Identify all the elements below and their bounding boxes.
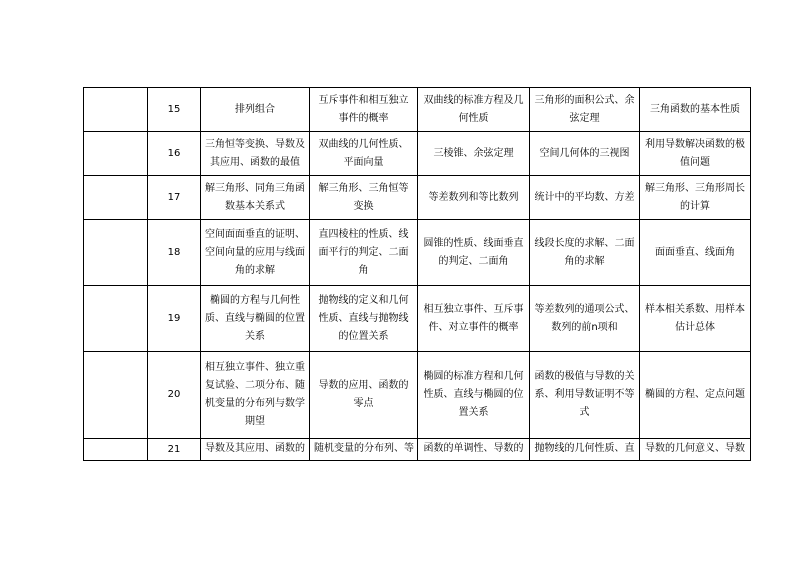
topic-cell: 导数的几何意义、导数 [640, 439, 751, 461]
topic-cell: 三角函数的基本性质 [640, 88, 751, 132]
topic-cell: 三棱锥、余弦定理 [418, 132, 530, 176]
topic-cell: 等差数列和等比数列 [418, 176, 530, 220]
table-row [84, 352, 751, 439]
topic-cell: 函数的单调性、导数的 [418, 439, 530, 461]
question-number: 17 [148, 176, 201, 220]
blank-cell [84, 220, 148, 286]
table-row [84, 220, 751, 286]
question-number: 16 [148, 132, 201, 176]
topic-cell: 随机变量的分布列、等 [310, 439, 418, 461]
question-number: 19 [148, 286, 201, 352]
topic-cell: 椭圆的标准方程和几何性质、直线与椭圆的位置关系 [418, 352, 530, 439]
topic-cell: 抛物线的定义和几何性质、直线与抛物线的位置关系 [310, 286, 418, 352]
topic-cell: 三角恒等变换、导数及其应用、函数的最值 [201, 132, 310, 176]
topic-cell: 解三角形、三角形周长的计算 [640, 176, 751, 220]
topic-cell: 相互独立事件、互斥事件、对立事件的概率 [418, 286, 530, 352]
question-number: 20 [148, 352, 201, 439]
topic-cell: 双曲线的几何性质、平面向量 [310, 132, 418, 176]
topic-cell: 三角形的面积公式、余弦定理 [530, 88, 640, 132]
topic-cell: 导数及其应用、函数的 [201, 439, 310, 461]
topic-cell: 线段长度的求解、二面角的求解 [530, 220, 640, 286]
topic-cell: 排列组合 [201, 88, 310, 132]
question-number: 18 [148, 220, 201, 286]
blank-cell [84, 132, 148, 176]
topic-cell: 直四棱柱的性质、线面平行的判定、二面角 [310, 220, 418, 286]
blank-cell [84, 88, 148, 132]
topic-cell: 解三角形、同角三角函数基本关系式 [201, 176, 310, 220]
topic-cell: 统计中的平均数、方差 [530, 176, 640, 220]
topic-cell: 互斥事件和相互独立事件的概率 [310, 88, 418, 132]
topic-cell: 样本相关系数、用样本估计总体 [640, 286, 751, 352]
topic-cell: 椭圆的方程与几何性质、直线与椭圆的位置关系 [201, 286, 310, 352]
question-number: 21 [148, 439, 201, 461]
topic-cell: 等差数列的通项公式、数列的前n项和 [530, 286, 640, 352]
topic-cell: 空间几何体的三视图 [530, 132, 640, 176]
table-row [84, 132, 751, 176]
blank-cell [84, 286, 148, 352]
topic-cell: 双曲线的标准方程及几何性质 [418, 88, 530, 132]
topic-cell: 解三角形、三角恒等变换 [310, 176, 418, 220]
topic-cell: 利用导数解决函数的极值问题 [640, 132, 751, 176]
topic-cell: 函数的极值与导数的关系、利用导数证明不等式 [530, 352, 640, 439]
blank-cell [84, 352, 148, 439]
blank-cell [84, 176, 148, 220]
topic-cell: 面面垂直、线面角 [640, 220, 751, 286]
table-row [84, 286, 751, 352]
topic-cell: 相互独立事件、独立重复试验、二项分布、随机变量的分布列与数学期望 [201, 352, 310, 439]
topic-cell: 圆锥的性质、线面垂直的判定、二面角 [418, 220, 530, 286]
topic-cell: 椭圆的方程、定点问题 [640, 352, 751, 439]
question-number: 15 [148, 88, 201, 132]
table-row [84, 176, 751, 220]
topic-cell: 抛物线的几何性质、直 [530, 439, 640, 461]
table-row [84, 439, 751, 461]
topic-cell: 导数的应用、函数的零点 [310, 352, 418, 439]
topic-cell: 空间面面垂直的证明、空间向量的应用与线面角的求解 [201, 220, 310, 286]
table-row [84, 88, 751, 132]
blank-cell [84, 439, 148, 461]
topics-table [83, 87, 751, 461]
